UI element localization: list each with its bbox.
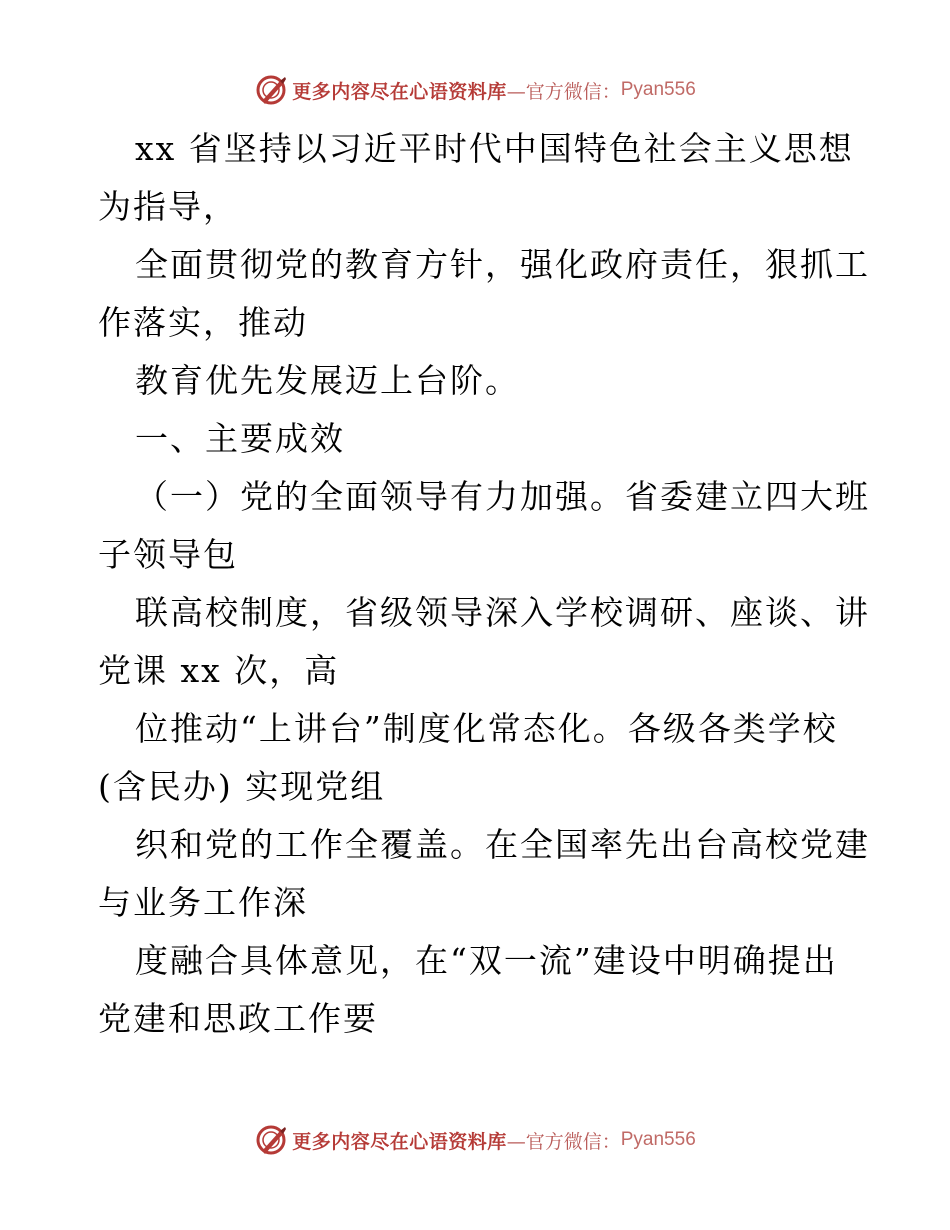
paragraph-3-line-1: 教育优先发展迈上台阶。: [135, 361, 520, 400]
paragraph-2-line-1: 全面贯彻党的教育方针，强化政府责任，狠抓工: [135, 245, 870, 284]
paragraph-6-line-1: 联高校制度，省级领导深入学校调研、座谈、讲: [135, 593, 870, 632]
paragraph-9-line-2: 党建和思政工作要: [98, 999, 378, 1038]
paragraph-8-line-1: 织和党的工作全覆盖。在全国率先出台高校党建: [135, 825, 870, 864]
paragraph-5-line-2: 子领导包: [98, 535, 238, 574]
pen-logo-icon: [254, 73, 288, 107]
paragraph-9-line-1: 度融合具体意见，在“双一流”建设中明确提出: [135, 941, 838, 980]
paragraph-2-line-2: 作落实，推动: [98, 303, 308, 342]
paragraph-7-line-2: (含民办) 实现党组: [98, 767, 386, 806]
document-body: [98, 120, 870, 1048]
paragraph-7-line-1: 位推动“上讲台”制度化常态化。各级各类学校: [135, 709, 838, 748]
paragraph-6-line-2: 党课 xx 次，高: [98, 651, 340, 690]
watermark-main-text: 更多内容尽在心语资料库: [292, 80, 507, 103]
watermark-wechat-id: Pyan556: [620, 79, 696, 100]
footer-watermark: [0, 1120, 950, 1160]
paragraph-1-line-1: xx 省坚持以习近平时代中国特色社会主义思想: [135, 129, 854, 168]
watermark-sub-text: —官方微信：: [506, 1130, 621, 1153]
section-heading: 一、主要成效: [135, 419, 345, 458]
pen-logo-icon: [254, 1123, 288, 1157]
paragraph-1-line-2: 为指导，: [98, 187, 238, 226]
watermark-wechat-id: Pyan556: [620, 1129, 696, 1150]
watermark-main-text: 更多内容尽在心语资料库: [292, 1130, 507, 1153]
paragraph-8-line-2: 与业务工作深: [98, 883, 308, 922]
paragraph-5-line-1: （一）党的全面领导有力加强。省委建立四大班: [135, 477, 870, 516]
watermark-sub-text: —官方微信：: [506, 80, 621, 103]
header-watermark: [0, 70, 950, 110]
